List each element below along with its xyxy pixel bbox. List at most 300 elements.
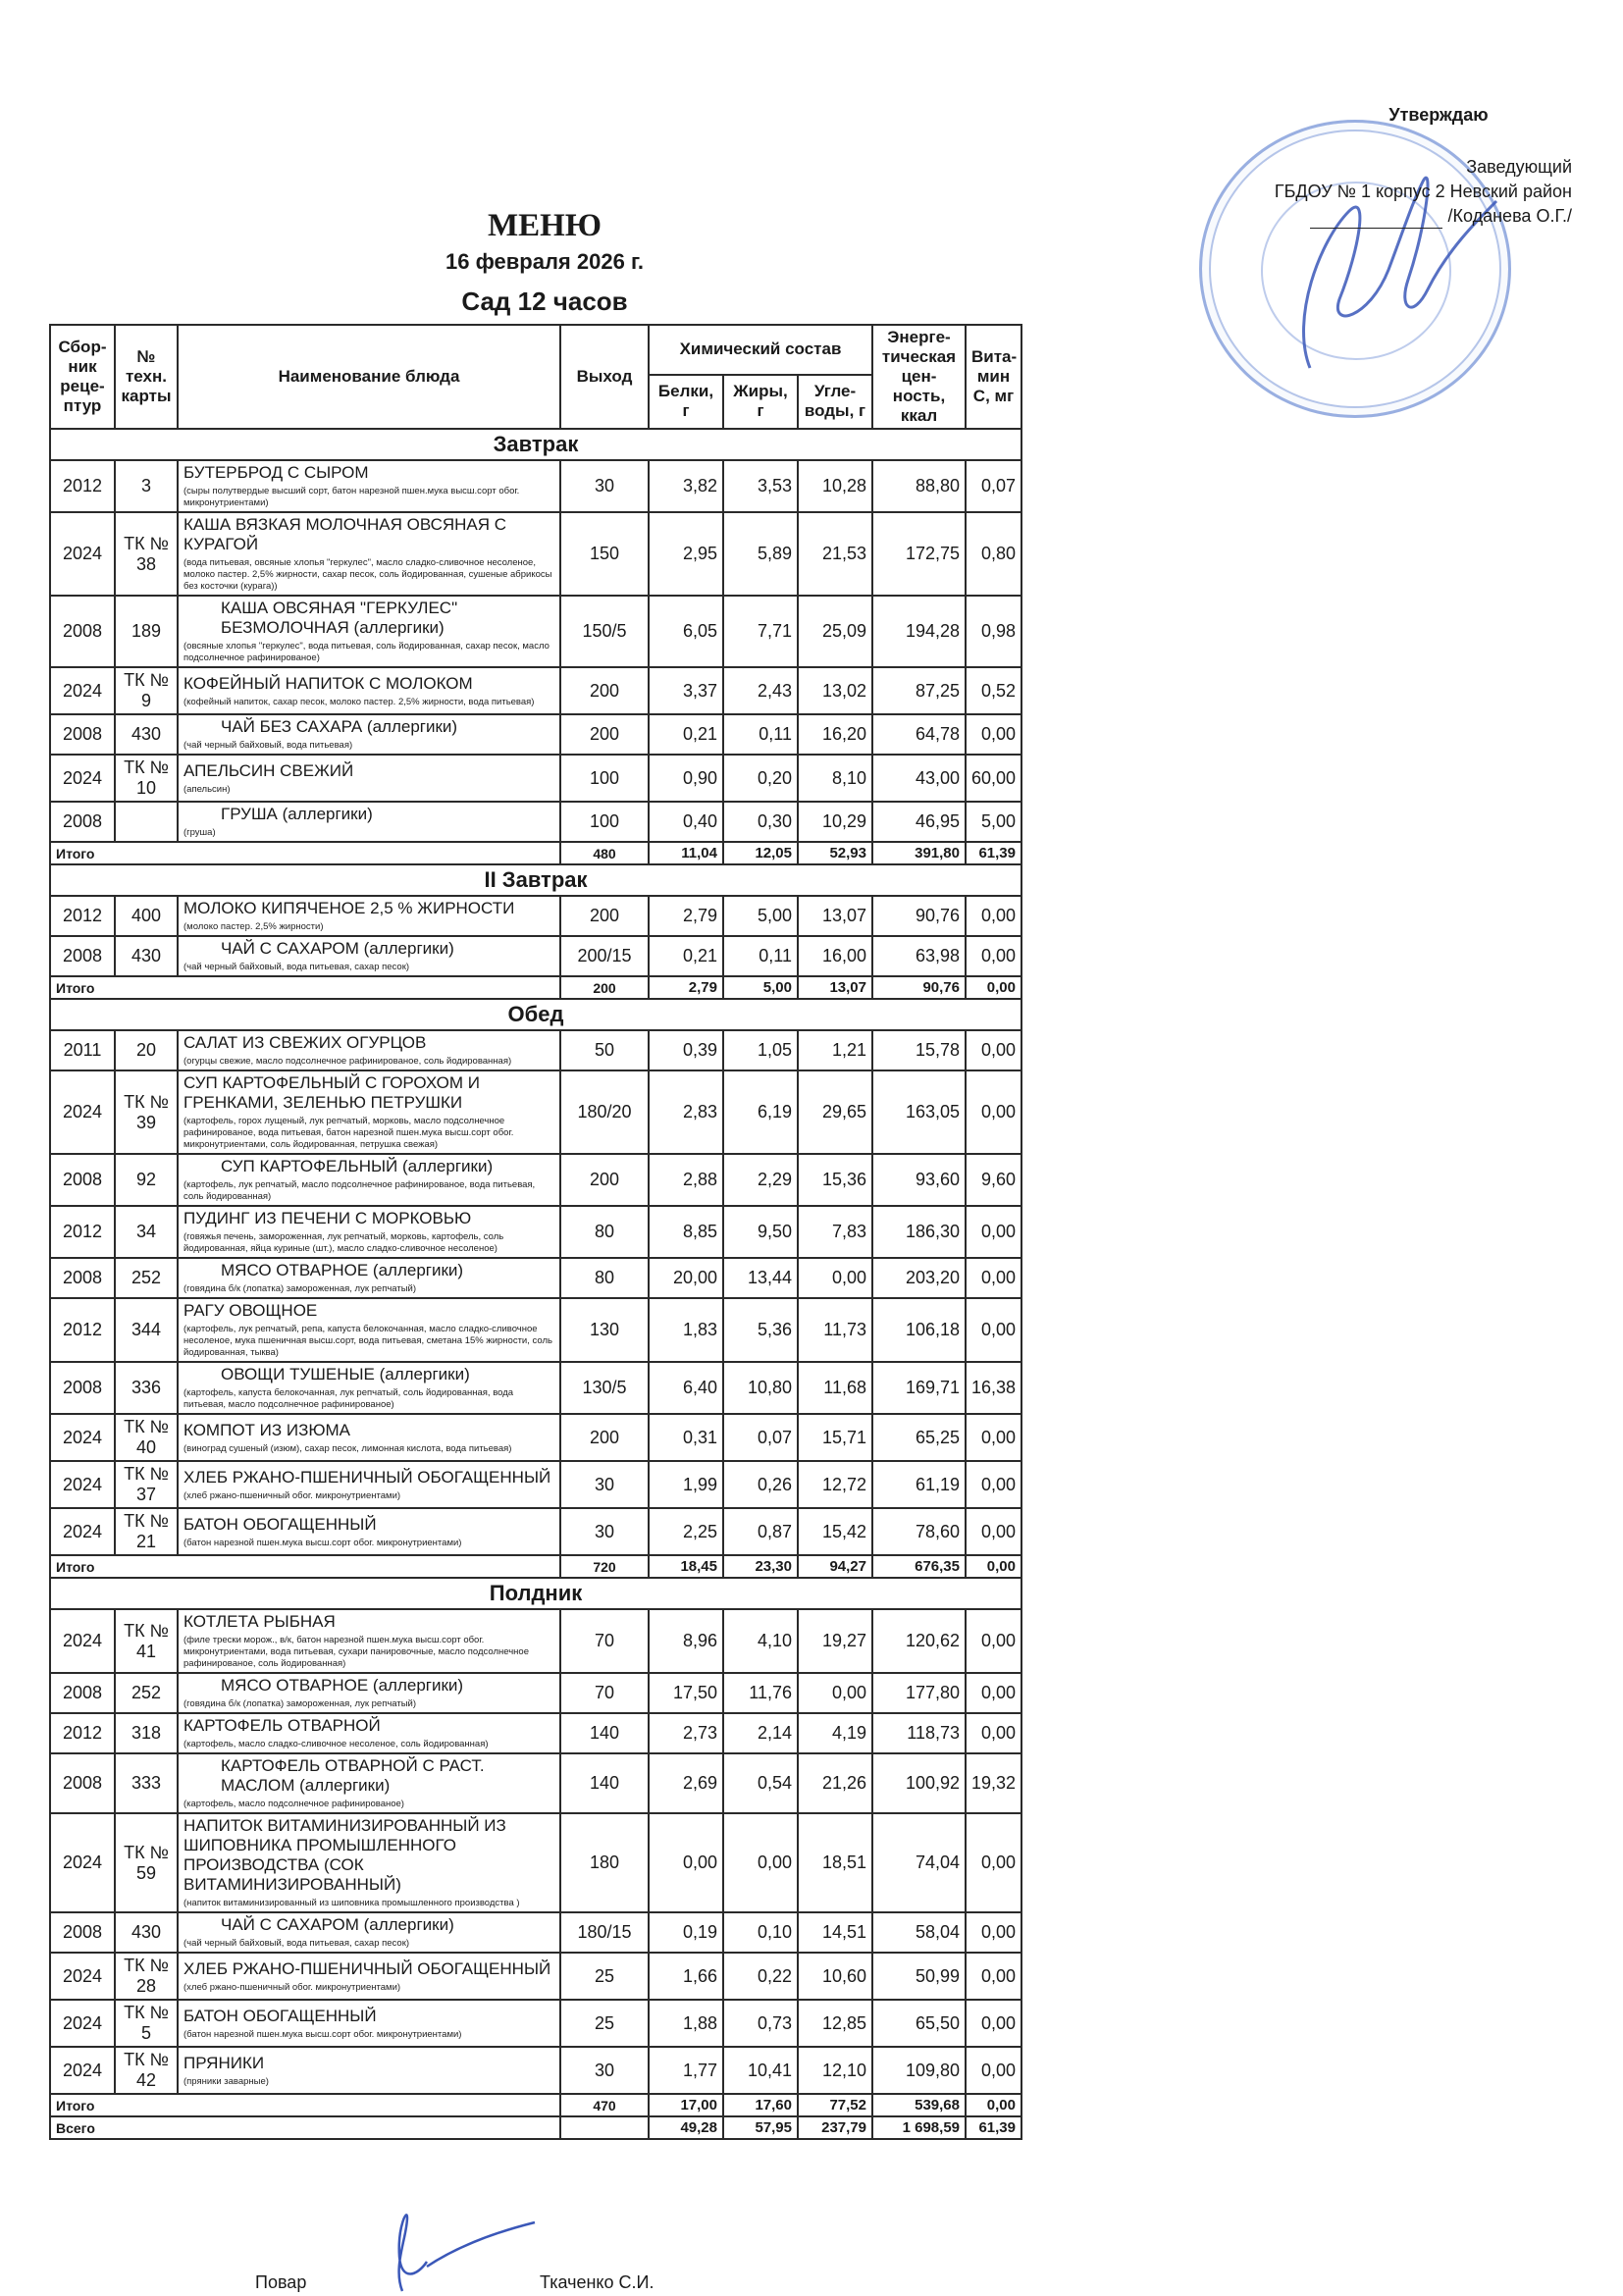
- energy-value: 58,04: [872, 1912, 966, 1953]
- recipe-collection: 2024: [50, 1461, 115, 1508]
- dish-yield: 30: [560, 1461, 649, 1508]
- dish-ingredients: (чай черный байховый, вода питьевая, сахар песок): [183, 962, 410, 972]
- total-value: 61,39: [966, 842, 1021, 864]
- tech-card-number: ТК № 42: [115, 2047, 178, 2094]
- fat-value: 9,50: [723, 1206, 798, 1258]
- carbs-value: 4,19: [798, 1713, 872, 1753]
- protein-value: 2,25: [649, 1508, 723, 1555]
- fat-value: 0,11: [723, 936, 798, 976]
- dish-ingredients: (говяжья печень, замороженная, лук репчатый, морковь, картофель, соль йодированная, яйца куриные (шт.), масло сладко-сливочное несоленое): [183, 1231, 504, 1254]
- section-total-row: [50, 842, 1021, 864]
- energy-value: 203,20: [872, 1258, 966, 1298]
- dish-yield: 180: [560, 1813, 649, 1912]
- approval-signer-line: [1217, 204, 1572, 229]
- protein-value: 1,83: [649, 1298, 723, 1362]
- dish-ingredients: (чай черный байховый, вода питьевая): [183, 740, 353, 751]
- dish-title: БАТОН ОБОГАЩЕННЫЙ: [183, 1514, 377, 1534]
- fat-value: 0,10: [723, 1912, 798, 1953]
- signature-line: [1310, 210, 1442, 229]
- dish-yield: 200: [560, 714, 649, 755]
- dish-ingredients: (чай черный байховый, вода питьевая, сахар песок): [183, 1938, 410, 1949]
- dish-ingredients: (говядина б/к (лопатка) замороженная, лук репчатый): [183, 1283, 417, 1294]
- dish-ingredients: (картофель, лук репчатый, репа, капуста белокочанная, масло сладко-сливочное несоленое, мука пшеничная высш.сорт, вода питьевая, сметана 15% жирности, соль йодированная, тыква): [183, 1324, 552, 1358]
- dish-row: [50, 1753, 1021, 1813]
- fat-value: 4,10: [723, 1609, 798, 1673]
- recipe-collection: 2024: [50, 1508, 115, 1555]
- recipe-collection: 2024: [50, 667, 115, 714]
- dish-name-cell: [178, 1508, 560, 1555]
- dish-row: [50, 2000, 1021, 2047]
- dish-name-cell: [178, 1813, 560, 1912]
- dish-name-cell: [178, 1258, 560, 1298]
- vitamin-c-value: 16,38: [966, 1362, 1021, 1414]
- protein-value: 0,31: [649, 1414, 723, 1461]
- tech-card-number: 336: [115, 1362, 178, 1414]
- carbs-value: 7,83: [798, 1206, 872, 1258]
- tech-card-number: 430: [115, 936, 178, 976]
- recipe-collection: 2008: [50, 1912, 115, 1953]
- total-value: 17,00: [649, 2094, 723, 2116]
- total-value: 2,79: [649, 976, 723, 999]
- energy-value: 87,25: [872, 667, 966, 714]
- dish-row: [50, 512, 1021, 596]
- dish-name-cell: [178, 1713, 560, 1753]
- tech-card-number: 400: [115, 896, 178, 936]
- grand-total-yield: [560, 2116, 649, 2139]
- fat-value: 0,87: [723, 1508, 798, 1555]
- protein-value: 2,88: [649, 1154, 723, 1206]
- vitamin-c-value: 0,00: [966, 1414, 1021, 1461]
- carbs-value: 19,27: [798, 1609, 872, 1673]
- dish-row: [50, 802, 1021, 842]
- tech-card-number: ТК № 21: [115, 1508, 178, 1555]
- dish-name-cell: [178, 1461, 560, 1508]
- fat-value: 2,43: [723, 667, 798, 714]
- total-value: 52,93: [798, 842, 872, 864]
- vitamin-c-value: 0,00: [966, 1206, 1021, 1258]
- vitamin-c-value: 60,00: [966, 755, 1021, 802]
- energy-value: 90,76: [872, 896, 966, 936]
- tech-card-number: ТК № 39: [115, 1070, 178, 1154]
- dish-row: [50, 1713, 1021, 1753]
- dish-yield: 25: [560, 2000, 649, 2047]
- protein-value: 2,73: [649, 1713, 723, 1753]
- vitamin-c-value: 0,00: [966, 896, 1021, 936]
- dish-ingredients: (виноград сушеный (изюм), сахар песок, лимонная кислота, вода питьевая): [183, 1442, 512, 1454]
- dish-yield: 150/5: [560, 596, 649, 667]
- protein-value: 2,95: [649, 512, 723, 596]
- protein-value: 0,39: [649, 1030, 723, 1070]
- section-header-row: [50, 1578, 1021, 1609]
- total-value: 77,52: [798, 2094, 872, 2116]
- dish-yield: 100: [560, 802, 649, 842]
- protein-value: 17,50: [649, 1673, 723, 1713]
- protein-value: 0,21: [649, 714, 723, 755]
- dish-title: МОЛОКО КИПЯЧЕНОЕ 2,5 % ЖИРНОСТИ: [183, 899, 515, 917]
- dish-name-cell: [178, 1414, 560, 1461]
- dish-title: КАРТОФЕЛЬ ОТВАРНОЙ: [183, 1716, 381, 1735]
- col-collection: Сбор-ник реце-птур: [50, 325, 115, 429]
- carbs-value: 21,53: [798, 512, 872, 596]
- vitamin-c-value: 0,00: [966, 1461, 1021, 1508]
- energy-value: 65,50: [872, 2000, 966, 2047]
- tech-card-number: ТК № 38: [115, 512, 178, 596]
- dish-ingredients: (говядина б/к (лопатка) замороженная, лук репчатый): [183, 1698, 417, 1709]
- tech-card-number: 252: [115, 1673, 178, 1713]
- total-value: 11,04: [649, 842, 723, 864]
- total-value: 0,00: [966, 976, 1021, 999]
- energy-value: 163,05: [872, 1070, 966, 1154]
- dish-row: [50, 1461, 1021, 1508]
- approval-block: [1217, 103, 1572, 229]
- dish-name-cell: [178, 596, 560, 667]
- recipe-collection: 2008: [50, 936, 115, 976]
- total-label: Итого: [50, 976, 560, 999]
- dish-title: ПУДИНГ ИЗ ПЕЧЕНИ С МОРКОВЬЮ: [183, 1209, 472, 1227]
- tech-card-number: 430: [115, 1912, 178, 1953]
- recipe-collection: 2024: [50, 2000, 115, 2047]
- grand-total-value: 1 698,59: [872, 2116, 966, 2139]
- energy-value: 88,80: [872, 460, 966, 512]
- dish-title: НАПИТОК ВИТАМИНИЗИРОВАННЫЙ ИЗ ШИПОВНИКА ПРОМЫШЛЕННОГО ПРОИЗВОДСТВА (СОК ВИТАМИНИЗИРОВАННЫЙ): [183, 1816, 506, 1894]
- energy-value: 50,99: [872, 1953, 966, 2000]
- fat-value: 7,71: [723, 596, 798, 667]
- dish-ingredients: (вода питьевая, овсяные хлопья "геркулес", масло сладко-сливочное несоленое, молоко пастер. 2,5% жирности, сахар песок, соль йодированная, сушеные абрикосы без косточки (курага)): [183, 557, 552, 592]
- total-yield: 200: [560, 976, 649, 999]
- carbs-value: 15,71: [798, 1414, 872, 1461]
- total-label: Итого: [50, 2094, 560, 2116]
- tech-card-number: 3: [115, 460, 178, 512]
- grand-total-value: 61,39: [966, 2116, 1021, 2139]
- approval-title: Утверждаю: [1388, 105, 1489, 125]
- carbs-value: 13,07: [798, 896, 872, 936]
- total-yield: 480: [560, 842, 649, 864]
- dish-title: ЧАЙ С САХАРОМ (аллергики): [221, 939, 454, 958]
- fat-value: 0,11: [723, 714, 798, 755]
- carbs-value: 12,10: [798, 2047, 872, 2094]
- dish-yield: 140: [560, 1753, 649, 1813]
- protein-value: 1,88: [649, 2000, 723, 2047]
- energy-value: 74,04: [872, 1813, 966, 1912]
- dish-row: [50, 460, 1021, 512]
- dish-yield: 30: [560, 460, 649, 512]
- section-title: Завтрак: [50, 429, 1021, 460]
- energy-value: 46,95: [872, 802, 966, 842]
- dish-ingredients: (напиток витаминизированный из шиповника промышленного производства ): [183, 1898, 520, 1908]
- dish-row: [50, 1609, 1021, 1673]
- dish-row: [50, 1362, 1021, 1414]
- recipe-collection: 2012: [50, 1713, 115, 1753]
- dish-name-cell: [178, 1298, 560, 1362]
- dish-title: БАТОН ОБОГАЩЕННЫЙ: [183, 2006, 377, 2025]
- carbs-value: 21,26: [798, 1753, 872, 1813]
- page-title: МЕНЮ: [488, 208, 602, 243]
- dish-ingredients: (огурцы свежие, масло подсолнечное рафинированое, соль йодированная): [183, 1056, 512, 1067]
- recipe-collection: 2008: [50, 596, 115, 667]
- dish-title: СУП КАРТОФЕЛЬНЫЙ (аллергики): [221, 1157, 494, 1175]
- dish-title: ОВОЩИ ТУШЕНЫЕ (аллергики): [221, 1365, 470, 1383]
- dish-name-cell: [178, 936, 560, 976]
- dish-ingredients: (батон нарезной пшен.мука высш.сорт обог. микронутриентами): [183, 2028, 462, 2040]
- recipe-collection: 2024: [50, 1609, 115, 1673]
- carbs-value: 1,21: [798, 1030, 872, 1070]
- fat-value: 13,44: [723, 1258, 798, 1298]
- dish-row: [50, 596, 1021, 667]
- tech-card-number: 34: [115, 1206, 178, 1258]
- tech-card-number: 333: [115, 1753, 178, 1813]
- dish-ingredients: (хлеб ржано-пшеничный обог. микронутриентами): [183, 1489, 401, 1501]
- tech-card-number: ТК № 40: [115, 1414, 178, 1461]
- dish-name-cell: [178, 667, 560, 714]
- grand-total-label: Всего: [50, 2116, 560, 2139]
- dish-row: [50, 1953, 1021, 2000]
- carbs-value: 29,65: [798, 1070, 872, 1154]
- total-value: 5,00: [723, 976, 798, 999]
- dish-yield: 200: [560, 1414, 649, 1461]
- fat-value: 10,80: [723, 1362, 798, 1414]
- dish-row: [50, 1414, 1021, 1461]
- dish-title: МЯСО ОТВАРНОЕ (аллергики): [221, 1676, 464, 1695]
- section-header-row: [50, 864, 1021, 896]
- dish-yield: 130/5: [560, 1362, 649, 1414]
- dish-yield: 30: [560, 1508, 649, 1555]
- dish-name-cell: [178, 896, 560, 936]
- grand-total-value: 57,95: [723, 2116, 798, 2139]
- recipe-collection: 2008: [50, 1362, 115, 1414]
- vitamin-c-value: 0,00: [966, 1298, 1021, 1362]
- dish-ingredients: (груша): [183, 827, 216, 838]
- carbs-value: 10,29: [798, 802, 872, 842]
- carbs-value: 12,85: [798, 2000, 872, 2047]
- energy-value: 63,98: [872, 936, 966, 976]
- dish-yield: 200: [560, 1154, 649, 1206]
- dish-title: РАГУ ОВОЩНОЕ: [183, 1301, 318, 1320]
- carbs-value: 12,72: [798, 1461, 872, 1508]
- vitamin-c-value: 0,07: [966, 460, 1021, 512]
- dish-title: СУП КАРТОФЕЛЬНЫЙ С ГОРОХОМ И ГРЕНКАМИ, ЗЕЛЕНЬЮ ПЕТРУШКИ: [183, 1073, 480, 1112]
- dish-row: [50, 2047, 1021, 2094]
- vitamin-c-value: 0,98: [966, 596, 1021, 667]
- tech-card-number: [115, 802, 178, 842]
- carbs-value: 18,51: [798, 1813, 872, 1912]
- section-total-row: [50, 976, 1021, 999]
- energy-value: 194,28: [872, 596, 966, 667]
- fat-value: 0,07: [723, 1414, 798, 1461]
- tech-card-number: ТК № 59: [115, 1813, 178, 1912]
- col-tech-card: № техн. карты: [115, 325, 178, 429]
- dish-yield: 180/20: [560, 1070, 649, 1154]
- dish-name-cell: [178, 2047, 560, 2094]
- fat-value: 5,36: [723, 1298, 798, 1362]
- tech-card-number: 20: [115, 1030, 178, 1070]
- vitamin-c-value: 0,00: [966, 714, 1021, 755]
- total-value: 391,80: [872, 842, 966, 864]
- protein-value: 0,90: [649, 755, 723, 802]
- col-dish-name: Наименование блюда: [178, 325, 560, 429]
- recipe-collection: 2008: [50, 802, 115, 842]
- col-energy: Энерге-тическая цен-ность, ккал: [872, 325, 966, 429]
- dish-row: [50, 1258, 1021, 1298]
- protein-value: 2,79: [649, 896, 723, 936]
- protein-value: 0,00: [649, 1813, 723, 1912]
- fat-value: 0,73: [723, 2000, 798, 2047]
- energy-value: 177,80: [872, 1673, 966, 1713]
- dish-yield: 70: [560, 1609, 649, 1673]
- section-header-row: [50, 429, 1021, 460]
- dish-name-cell: [178, 512, 560, 596]
- dish-title: ЧАЙ С САХАРОМ (аллергики): [221, 1915, 454, 1934]
- col-protein: Белки, г: [649, 375, 723, 429]
- dish-title: ЧАЙ БЕЗ САХАРА (аллергики): [221, 717, 458, 736]
- carbs-value: 11,68: [798, 1362, 872, 1414]
- total-value: 676,35: [872, 1555, 966, 1578]
- recipe-collection: 2008: [50, 1258, 115, 1298]
- tech-card-number: 252: [115, 1258, 178, 1298]
- menu-date: 16 февраля 2026 г.: [445, 249, 645, 274]
- tech-card-number: ТК № 28: [115, 1953, 178, 2000]
- dish-yield: 70: [560, 1673, 649, 1713]
- dish-yield: 25: [560, 1953, 649, 2000]
- table-header-row: [50, 325, 1021, 375]
- vitamin-c-value: 0,00: [966, 1609, 1021, 1673]
- dish-ingredients: (овсяные хлопья "геркулес", вода питьевая, соль йодированная, сахар песок, масло подсолнечное рафинированое): [183, 641, 550, 663]
- section-total-row: [50, 2094, 1021, 2116]
- tech-card-number: 318: [115, 1713, 178, 1753]
- carbs-value: 15,36: [798, 1154, 872, 1206]
- col-yield: Выход: [560, 325, 649, 429]
- dish-yield: 100: [560, 755, 649, 802]
- col-fat: Жиры, г: [723, 375, 798, 429]
- carbs-value: 0,00: [798, 1673, 872, 1713]
- dish-row: [50, 1508, 1021, 1555]
- vitamin-c-value: 0,52: [966, 667, 1021, 714]
- fat-value: 0,00: [723, 1813, 798, 1912]
- total-yield: 470: [560, 2094, 649, 2116]
- energy-value: 172,75: [872, 512, 966, 596]
- protein-value: 0,40: [649, 802, 723, 842]
- carbs-value: 10,28: [798, 460, 872, 512]
- dish-title: КОФЕЙНЫЙ НАПИТОК С МОЛОКОМ: [183, 673, 473, 693]
- dish-row: [50, 714, 1021, 755]
- energy-value: 186,30: [872, 1206, 966, 1258]
- vitamin-c-value: 0,80: [966, 512, 1021, 596]
- dish-name-cell: [178, 755, 560, 802]
- recipe-collection: 2008: [50, 1154, 115, 1206]
- recipe-collection: 2024: [50, 512, 115, 596]
- menu-table: [49, 324, 1022, 2140]
- fat-value: 6,19: [723, 1070, 798, 1154]
- dish-row: [50, 1912, 1021, 1953]
- protein-value: 3,82: [649, 460, 723, 512]
- tech-card-number: 430: [115, 714, 178, 755]
- carbs-value: 16,20: [798, 714, 872, 755]
- cook-signature-icon: [388, 2208, 545, 2296]
- menu-group: Сад 12 часов: [461, 287, 628, 316]
- energy-value: 120,62: [872, 1609, 966, 1673]
- energy-value: 65,25: [872, 1414, 966, 1461]
- recipe-collection: 2024: [50, 2047, 115, 2094]
- recipe-collection: 2012: [50, 896, 115, 936]
- carbs-value: 13,02: [798, 667, 872, 714]
- dish-ingredients: (батон нарезной пшен.мука высш.сорт обог. микронутриентами): [183, 1537, 462, 1548]
- dish-yield: 180/15: [560, 1912, 649, 1953]
- protein-value: 1,77: [649, 2047, 723, 2094]
- cook-label: Повар: [255, 2272, 307, 2292]
- protein-value: 3,37: [649, 667, 723, 714]
- dish-title: КОТЛЕТА РЫБНАЯ: [183, 1612, 336, 1631]
- total-value: 0,00: [966, 2094, 1021, 2116]
- recipe-collection: 2012: [50, 1298, 115, 1362]
- dish-name-cell: [178, 1609, 560, 1673]
- protein-value: 0,21: [649, 936, 723, 976]
- dish-title: КАША ВЯЗКАЯ МОЛОЧНАЯ ОВСЯНАЯ С КУРАГОЙ: [183, 515, 507, 553]
- total-value: 13,07: [798, 976, 872, 999]
- cook-name: Ткаченко С.И.: [540, 2272, 654, 2292]
- vitamin-c-value: 0,00: [966, 1713, 1021, 1753]
- vitamin-c-value: 9,60: [966, 1154, 1021, 1206]
- grand-total-row: [50, 2116, 1021, 2139]
- vitamin-c-value: 0,00: [966, 1030, 1021, 1070]
- dish-name-cell: [178, 1206, 560, 1258]
- carbs-value: 10,60: [798, 1953, 872, 2000]
- carbs-value: 15,42: [798, 1508, 872, 1555]
- recipe-collection: 2012: [50, 1206, 115, 1258]
- dish-name-cell: [178, 714, 560, 755]
- energy-value: 43,00: [872, 755, 966, 802]
- recipe-collection: 2024: [50, 1414, 115, 1461]
- vitamin-c-value: 0,00: [966, 2047, 1021, 2094]
- fat-value: 3,53: [723, 460, 798, 512]
- dish-name-cell: [178, 1362, 560, 1414]
- recipe-collection: 2024: [50, 1953, 115, 2000]
- vitamin-c-value: 0,00: [966, 1953, 1021, 2000]
- recipe-collection: 2008: [50, 714, 115, 755]
- dish-name-cell: [178, 1953, 560, 2000]
- dish-ingredients: (картофель, масло сладко-сливочное несоленое, соль йодированная): [183, 1739, 489, 1749]
- approval-organization: ГБДОУ № 1 корпус 2 Невский район: [1274, 182, 1572, 201]
- fat-value: 0,26: [723, 1461, 798, 1508]
- carbs-value: 14,51: [798, 1912, 872, 1953]
- vitamin-c-value: 0,00: [966, 1673, 1021, 1713]
- fat-value: 0,54: [723, 1753, 798, 1813]
- carbs-value: 0,00: [798, 1258, 872, 1298]
- tech-card-number: ТК № 9: [115, 667, 178, 714]
- dish-row: [50, 1154, 1021, 1206]
- energy-value: 106,18: [872, 1298, 966, 1362]
- carbs-value: 25,09: [798, 596, 872, 667]
- tech-card-number: 189: [115, 596, 178, 667]
- dish-row: [50, 755, 1021, 802]
- dish-title: КОМПОТ ИЗ ИЗЮМА: [183, 1420, 351, 1439]
- tech-card-number: 92: [115, 1154, 178, 1206]
- dish-title: МЯСО ОТВАРНОЕ (аллергики): [221, 1261, 464, 1279]
- col-vitamin-c: Вита-мин С, мг: [966, 325, 1021, 429]
- protein-value: 20,00: [649, 1258, 723, 1298]
- dish-name-cell: [178, 460, 560, 512]
- dish-row: [50, 1673, 1021, 1713]
- dish-ingredients: (картофель, капуста белокочанная, лук репчатый, соль йодированная, вода питьевая, масло подсолнечное рафинированое): [183, 1387, 514, 1410]
- dish-name-cell: [178, 1673, 560, 1713]
- grand-total-value: 49,28: [649, 2116, 723, 2139]
- tech-card-number: ТК № 37: [115, 1461, 178, 1508]
- protein-value: 8,85: [649, 1206, 723, 1258]
- vitamin-c-value: 0,00: [966, 1070, 1021, 1154]
- fat-value: 10,41: [723, 2047, 798, 2094]
- vitamin-c-value: 0,00: [966, 1258, 1021, 1298]
- dish-yield: 30: [560, 2047, 649, 2094]
- dish-row: [50, 667, 1021, 714]
- dish-yield: 50: [560, 1030, 649, 1070]
